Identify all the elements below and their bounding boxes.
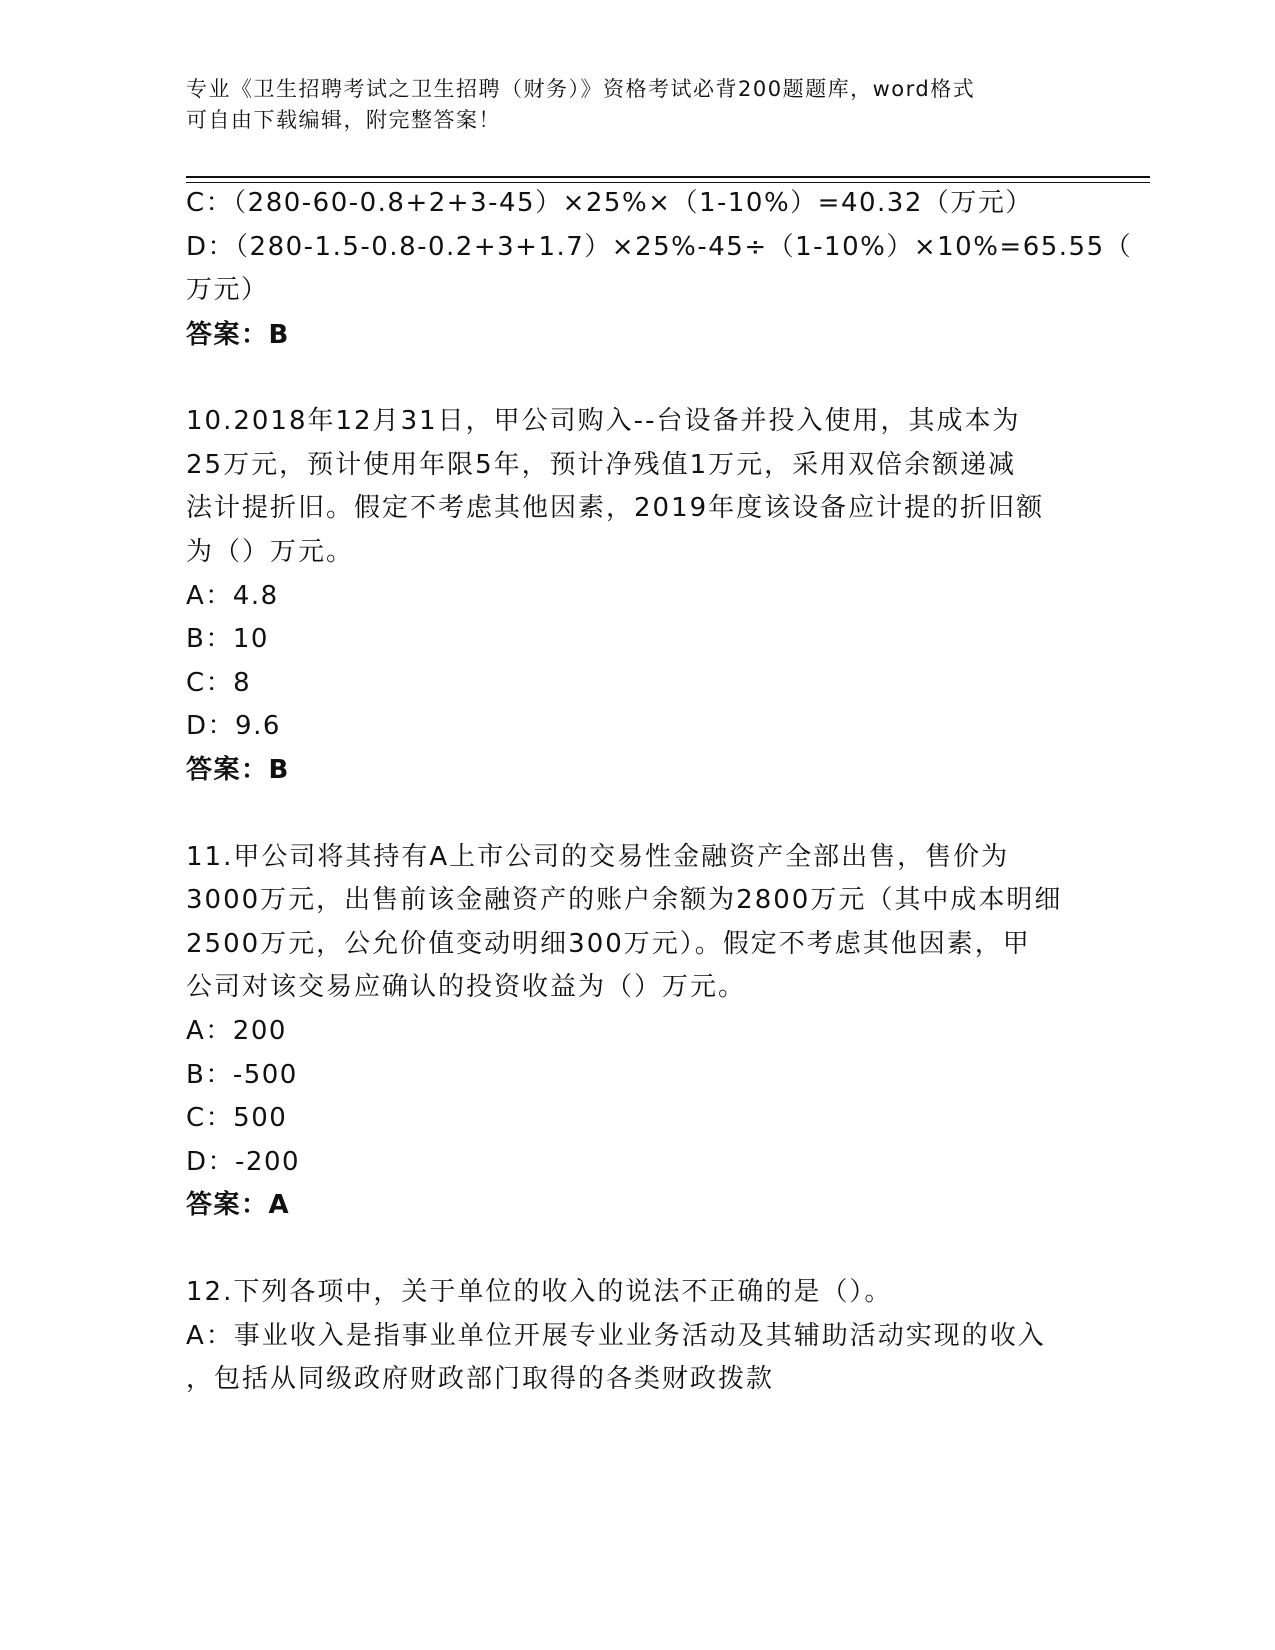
q10-stem-line-1: 10.2018年12月31日，甲公司购入--台设备并投入使用，其成本为 [186, 406, 1021, 436]
header-line-2: 可自由下载编辑，附完整答案！ [186, 108, 501, 132]
q12-option-a-line-1: A：事业收入是指事业单位开展专业业务活动及其辅助活动实现的收入 [186, 1321, 1046, 1351]
q10-stem-line-4: 为（）万元。 [186, 537, 355, 567]
q12-stem-line-1: 12.下列各项中，关于单位的收入的说法不正确的是（）。 [186, 1277, 893, 1307]
q11-option-d: D：-200 [186, 1147, 301, 1177]
q9-answer: 答案：B [186, 320, 290, 350]
q11-stem-line-1: 11.甲公司将其持有A上市公司的交易性金融资产全部出售，售价为 [186, 842, 1010, 872]
q11-stem-line-2: 3000万元，出售前该金融资产的账户余额为2800万元（其中成本明细 [186, 885, 1063, 915]
q11-option-b: B：-500 [186, 1060, 298, 1090]
q9-option-c: C：（280-60-0.8+2+3-45）×25%×（1-10%）=40.32（万元） [186, 188, 1033, 218]
q11-answer: 答案：A [186, 1190, 291, 1220]
q10-stem-line-2: 25万元，预计使用年限5年，预计净残值1万元，采用双倍余额递减 [186, 450, 1017, 480]
q11-option-a: A：200 [186, 1016, 287, 1046]
q9-option-d-line-1: D：（280-1.5-0.8-0.2+3+1.7）×25%-45÷（1-10%）×10%=65.55（ [186, 232, 1133, 262]
header-line-1: 专业《卫生招聘考试之卫生招聘（财务）》资格考试必背200题题库，word格式 [186, 77, 976, 101]
q11-stem-line-3: 2500万元，公允价值变动明细300万元）。假定不考虑其他因素，甲 [186, 929, 1031, 959]
header-divider-thick [186, 176, 1150, 178]
q9-option-d-line-2: 万元） [186, 275, 269, 305]
document-header [186, 74, 1066, 136]
q10-option-c: C：8 [186, 668, 252, 698]
q11-option-c: C：500 [186, 1103, 288, 1133]
q10-option-b: B：10 [186, 624, 269, 654]
q11-stem-line-4: 公司对该交易应确认的投资收益为（）万元。 [186, 972, 747, 1002]
q10-answer: 答案：B [186, 755, 290, 785]
header-divider-thin [186, 182, 1150, 183]
q10-option-d: D：9.6 [186, 711, 281, 741]
q10-stem-line-3: 法计提折旧。假定不考虑其他因素，2019年度该设备应计提的折旧额 [186, 493, 1045, 523]
q12-option-a-line-2: ，包括从同级政府财政部门取得的各类财政拨款 [186, 1364, 775, 1394]
q10-option-a: A：4.8 [186, 581, 279, 611]
